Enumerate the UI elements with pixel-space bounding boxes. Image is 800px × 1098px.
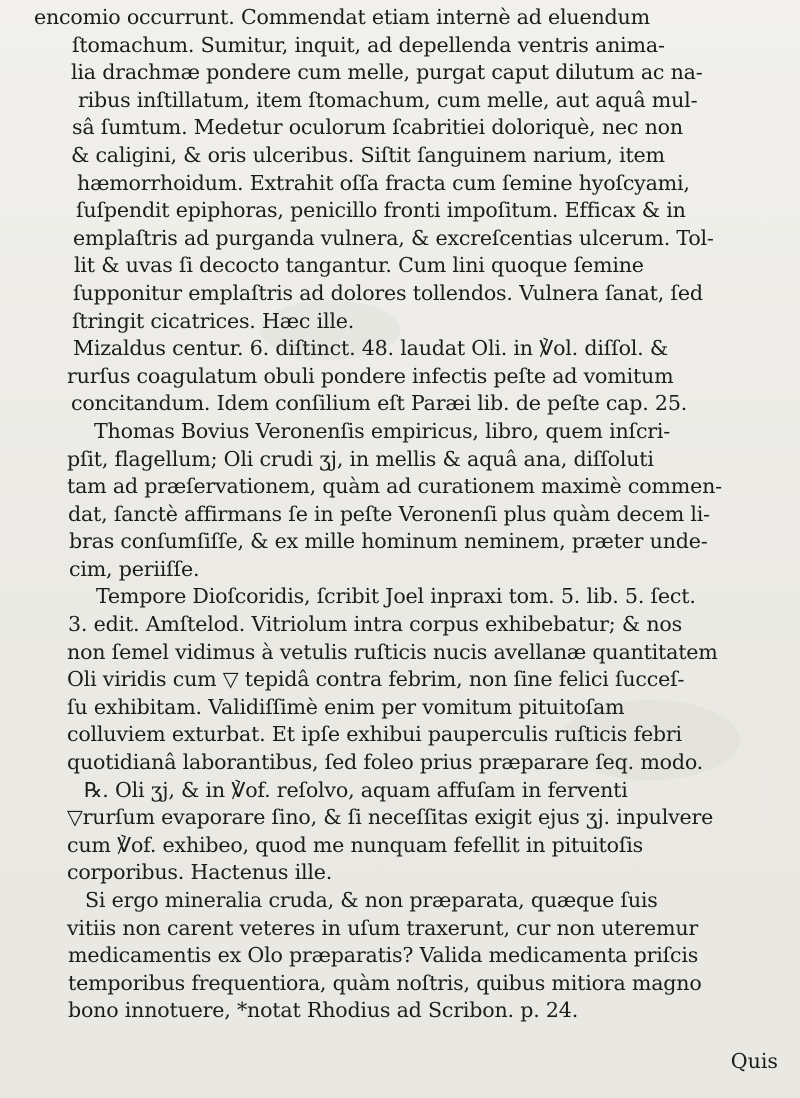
text-line: pſit, flagellum; Oli crudi ʒj, in mellis & aquâ ana, diſſoluti xyxy=(67,446,654,471)
text-line: emplaſtris ad purganda vulnera, & excreſcentias ulcerum. Tol- xyxy=(73,225,714,250)
text-line: Mizaldus centur. 6. diſtinct. 48. laudat Oli. in ℣ol. diſſol. & xyxy=(73,336,668,361)
text-line: medicamentis ex Olo præparatis? Valida medicamenta priſcis xyxy=(68,943,699,968)
text-line: corporibus. Hactenus ille. xyxy=(67,860,333,885)
text-line: ſuſpendit epiphoras, penicillo fronti impoſitum. Efficax & in xyxy=(76,198,686,223)
text-line: ſtomachum. Sumitur, inquit, ad depellenda ventris anima- xyxy=(72,32,665,57)
text-line: ℞. Oli ʒj, & in ℣of. reſolvo, aquam affuſam in ferventi xyxy=(84,777,628,802)
text-line: tam ad præſervationem, quàm ad curationem maximè commen- xyxy=(67,474,722,499)
text-line: bras conſumſiſſe, & ex mille hominum neminem, præter unde- xyxy=(69,529,708,554)
text-line: ribus inſtillatum, item ſtomachum, cum melle, aut aquâ mul- xyxy=(78,87,698,112)
text-line: vitiis non carent veteres in uſum traxerunt, cur non uteremur xyxy=(67,915,699,940)
text-line: bono innotuere, *notat Rhodius ad Scribon. p. 24. xyxy=(68,998,579,1023)
text-line: quotidianâ laborantibus, ſed foleo prius præparare ſeq. modo. xyxy=(67,750,704,775)
text-line: cum ℣of. exhibeo, quod me nunquam fefellit in pituitoſis xyxy=(67,832,644,857)
text-line: non ſemel vidimus à vetulis ruſticis nucis avellanæ quantitatem xyxy=(67,639,718,664)
text-line: dat, ſanctè affirmans ſe in peſte Veronenſi plus quàm decem li- xyxy=(68,501,710,526)
text-line: sâ ſumtum. Medetur oculorum ſcabritiei doloriquè, nec non xyxy=(72,115,683,140)
text-line: hæmorrhoidum. Extrahit oſſa fracta cum ſemine hyoſcyami, xyxy=(77,170,690,195)
text-line: lia drachmæ pondere cum melle, purgat caput dilutum ac na- xyxy=(71,60,703,85)
catchword: Quis xyxy=(730,1049,778,1073)
text-line: rurſus coagulatum obuli pondere infectis peſte ad vomitum xyxy=(67,363,674,388)
text-line: ſu exhibitam. Validiſſimè enim per vomitum pituitoſam xyxy=(67,694,625,719)
text-line: colluviem exturbat. Et ipſe exhibui pauperculis ruſticis febri xyxy=(67,722,682,747)
text-line: lit & uvas ſi decocto tangantur. Cum lini quoque ſemine xyxy=(74,253,644,278)
text-line: 3. edit. Amſtelod. Vitriolum intra corpus exhibebatur; & nos xyxy=(68,612,682,637)
text-line: concitandum. Idem conſilium eſt Paræi lib. de peſte cap. 25. xyxy=(71,391,688,416)
text-line: & caligini, & oris ulceribus. Siſtit ſanguinem narium, item xyxy=(71,142,665,167)
page-text xyxy=(22,0,782,1025)
text-line: ſupponitur emplaſtris ad dolores tollendos. Vulnera ſanat, ſed xyxy=(73,280,703,305)
text-line: encomio occurrunt. Commendat etiam internè ad eluendum xyxy=(34,5,650,29)
text-line: Si ergo mineralia cruda, & non præparata, quæque ſuis xyxy=(85,888,658,912)
text-line: ſtringit cicatrices. Hæc ille. xyxy=(72,308,355,333)
text-line: ▽rurſum evaporare ſino, & ſi neceſſitas exigit ejus ʒj. inpulvere xyxy=(67,805,714,830)
text-line: temporibus frequentiora, quàm noſtris, quibus mitiora magno xyxy=(68,970,702,995)
text-line: Oli viridis cum ▽ tepidâ contra febrim, non ſine felici ſucceſ- xyxy=(67,667,685,692)
text-line: cim, periiſſe. xyxy=(69,556,200,581)
text-line: Tempore Dioſcoridis, ſcribit Joel inpraxi tom. 5. lib. 5. ſect. xyxy=(96,584,696,609)
text-line: Thomas Bovius Veronenſis empiricus, libro, quem inſcri- xyxy=(94,418,671,443)
